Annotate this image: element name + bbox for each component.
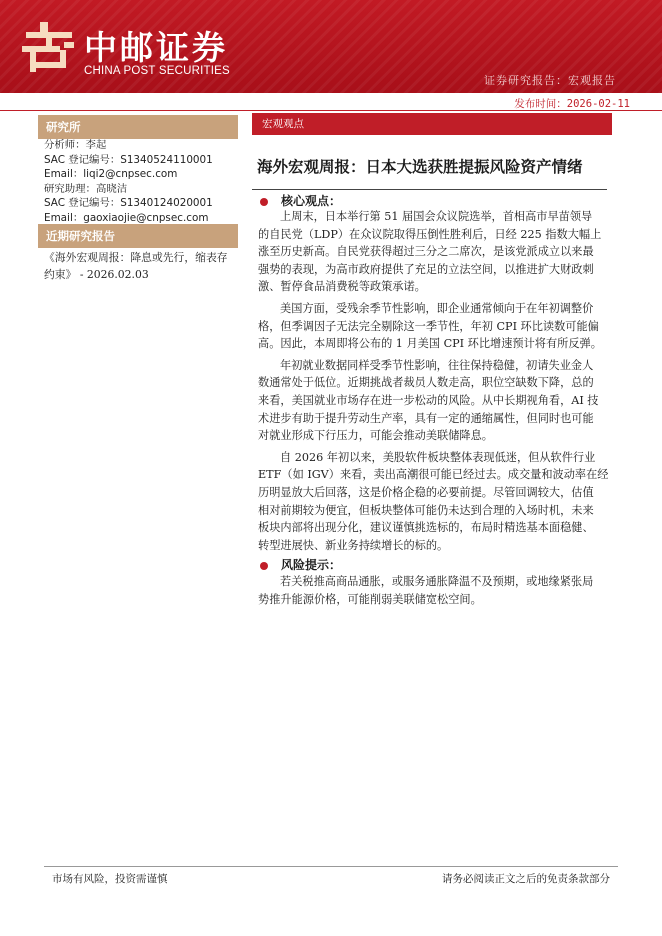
report-title: 海外宏观周报：日本大选获胜提振风险资产情绪 xyxy=(257,158,583,176)
assistant-email[interactable]: Email：gaoxiaojie@cnpsec.com xyxy=(44,211,209,224)
paragraph xyxy=(258,357,606,445)
text-line: 转型进展快、新业务持续增长的标的。 xyxy=(258,538,449,552)
section-tag: 宏观观点 xyxy=(252,113,612,135)
footer-divider xyxy=(44,866,618,867)
publish-date: 发布时间：2026-02-11 xyxy=(514,98,630,110)
text-line: 的自民党（LDP）在众议院取得压倒性胜利后，日经 225 指数大幅上 xyxy=(258,227,602,241)
recent-report-line: 《海外宏观周报：降息或先行，缩表存 xyxy=(44,251,228,264)
title-divider xyxy=(252,189,607,190)
text-line: 美国方面，受残余季节性影响，即企业通常倾向于在年初调整价 xyxy=(280,301,594,315)
core-view-heading: 核心观点： xyxy=(281,194,342,208)
text-line: 历明显放大后回落，这是价格企稳的必要前提。尽管回调较大，估值 xyxy=(258,485,594,499)
recent-report-link[interactable] xyxy=(44,250,249,283)
text-line: 高。因此，本周即将公布的 1 月美国 CPI 环比增速预计将有所反弹。 xyxy=(258,337,602,351)
risk-bullet-icon xyxy=(260,562,268,570)
text-line: 自 2026 年初以来，美股软件板块整体表现低迷，但从软件行业 xyxy=(280,450,596,464)
text-line: 激、暂停食品消费税等政策承诺。 xyxy=(258,280,426,294)
text-line: 强势的表现，为高市政府提供了充足的立法空间，以推进扩大财政刺 xyxy=(258,262,594,276)
text-line: 势推升能源价格，可能削弱美联储宽松空间。 xyxy=(258,592,482,606)
text-line: 数通常处于低位。近期挑战者裁员人数走高，职位空缺数下降，总的 xyxy=(258,376,594,390)
assistant-name: 研究助理：高晓洁 xyxy=(44,182,128,195)
brand-name-cn: 中邮证券 xyxy=(84,28,228,67)
analyst-sac-number: SAC 登记编号：S1340524110001 xyxy=(44,153,213,166)
research-institute-header: 研究所 xyxy=(38,115,238,139)
paragraph xyxy=(258,300,606,353)
brand-name-en: CHINA POST SECURITIES xyxy=(84,65,230,77)
risk-body xyxy=(258,573,606,608)
analyst-name: 分析师：李起 xyxy=(44,139,107,151)
recent-report-line: 约束》 - 2026.02.03 xyxy=(44,267,149,281)
text-line: 若关税推高商品通胀，或服务通胀降温不及预期，或地缘紧张局 xyxy=(280,575,594,588)
text-line: 板块内部将出现分化，建议谨慎挑选标的，布局时精选基本面稳健、 xyxy=(258,521,594,535)
analyst-email[interactable]: Email：liqi2@cnpsec.com xyxy=(44,168,178,181)
text-line: ETF（如 IGV）来看，卖出高潮很可能已经过去。成交量和波动率在经 xyxy=(258,468,609,482)
footer-risk-note: 市场有风险，投资需谨慎 xyxy=(52,873,168,885)
recent-reports-header: 近期研究报告 xyxy=(38,224,238,248)
text-line: 术进步有助于提升劳动生产率，具有一定的通缩属性，但同时也可能 xyxy=(258,411,594,425)
text-line: 来看，美国就业市场存在进一步松动的风险。从中长期视角看，AI 技 xyxy=(258,393,599,407)
core-view-body xyxy=(258,208,609,558)
text-line: 上周末，日本举行第 51 届国会众议院选举，首相高市早苗领导 xyxy=(280,210,593,223)
text-line: 涨至历史新高。自民党获得超过三分之二席次，是该党派成立以来最 xyxy=(258,245,594,259)
report-type: 证券研究报告：宏观报告 xyxy=(484,74,616,87)
text-line: 年初就业数据同样受季节性影响，往往保持稳健，初请失业金人 xyxy=(280,358,594,372)
date-divider xyxy=(0,110,662,111)
risk-heading: 风险提示： xyxy=(281,558,342,572)
text-line: 相对前期较为便宜，但板块整体可能仍未达到合理的入场时机，未来 xyxy=(258,503,594,517)
footer-disclaimer-note: 请务必阅读正文之后的免责条款部分 xyxy=(442,873,610,885)
core-view-bullet-icon xyxy=(260,198,268,206)
assistant-sac-number: SAC 登记编号：S1340124020001 xyxy=(44,197,213,210)
text-line: 对就业形成下行压力，可能会推动美联储降息。 xyxy=(258,429,493,443)
paragraph xyxy=(258,449,609,555)
header-banner xyxy=(0,0,662,93)
text-line: 格，但季调因子无法完全剔除这一季节性，年初 CPI 环比读数可能偏 xyxy=(258,319,599,333)
china-post-logo-icon xyxy=(20,20,78,76)
analyst-info xyxy=(44,138,244,226)
paragraph xyxy=(258,208,606,296)
